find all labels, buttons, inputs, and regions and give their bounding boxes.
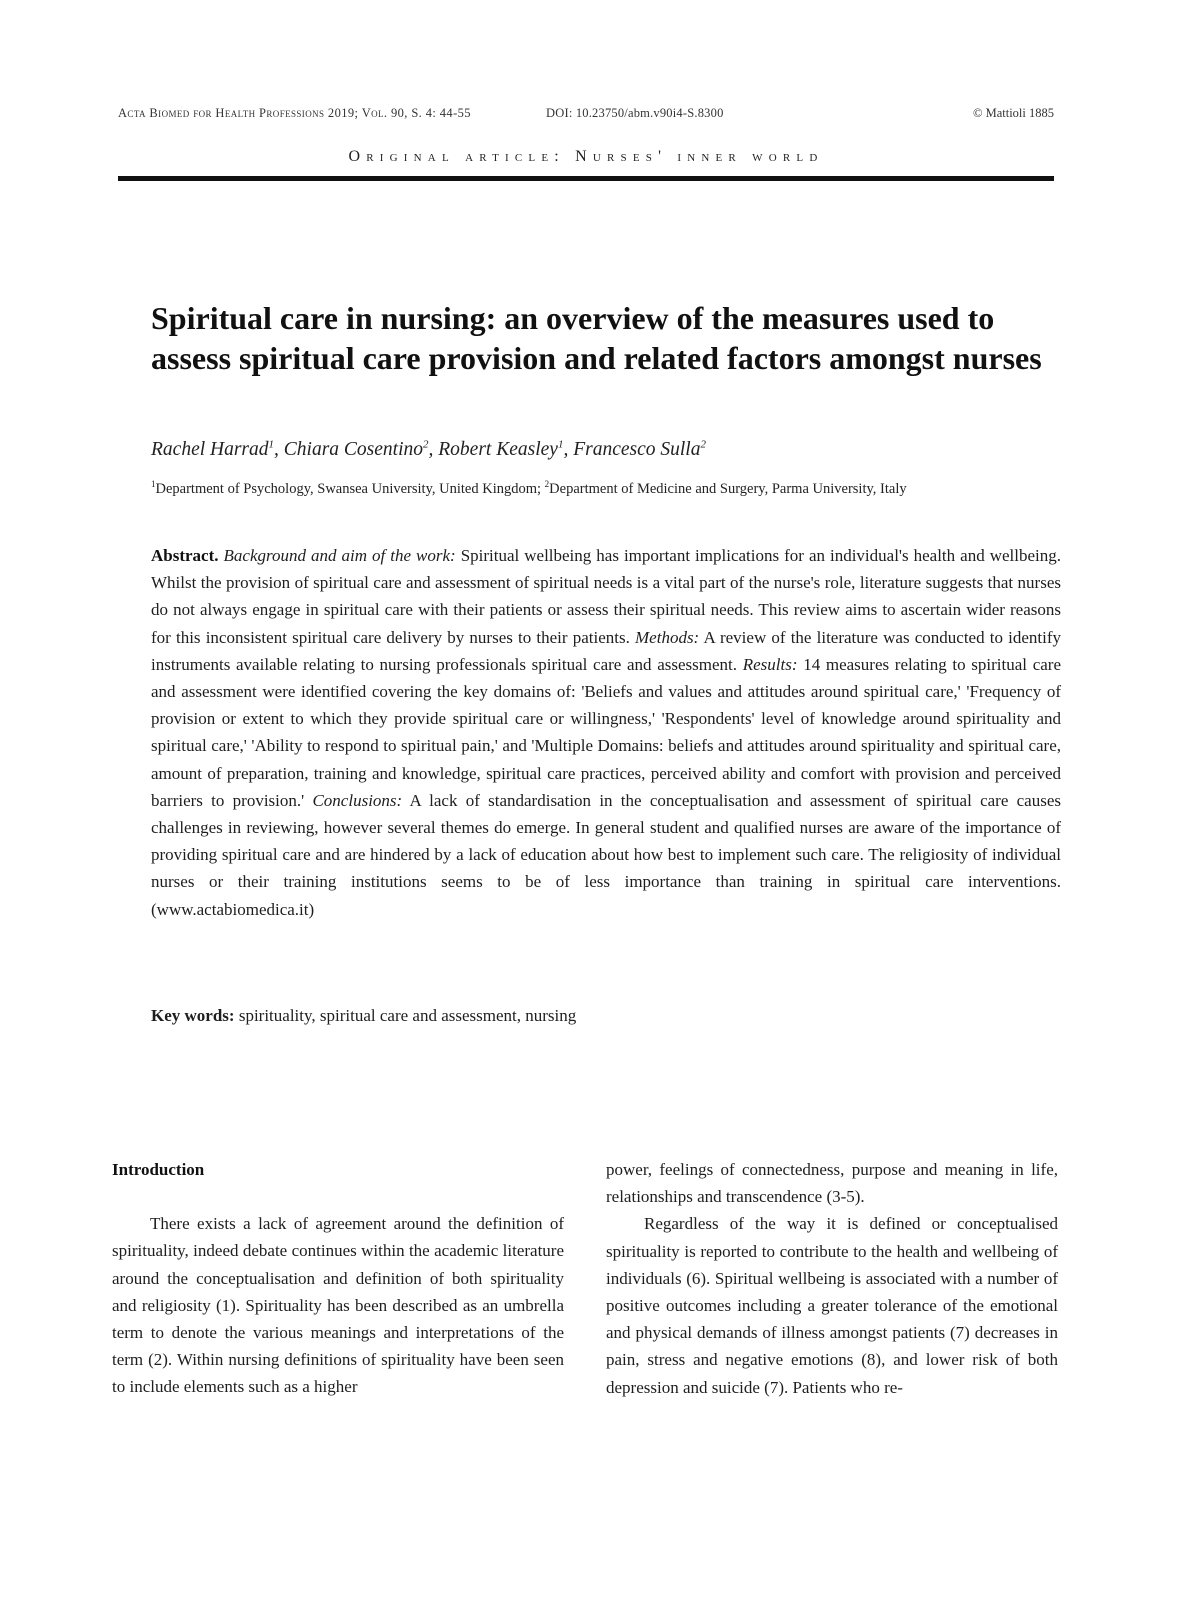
abstract-label: Abstract.	[151, 546, 219, 565]
keywords-text: spirituality, spiritual care and assessment, nursing	[238, 1006, 577, 1025]
running-header	[118, 102, 1054, 126]
author-name: Chiara Cosentino	[283, 438, 424, 460]
body-column-left	[112, 1156, 564, 1401]
publisher-copyright: © Mattioli 1885	[972, 106, 1054, 120]
introduction-heading: Introduction	[112, 1160, 205, 1179]
affiliation-number: 1	[151, 479, 156, 489]
author: Robert Keasley$^1$,	[438, 438, 574, 460]
author-name: Rachel Harrad	[151, 438, 269, 460]
background-label: Background and aim of the work:	[223, 546, 456, 565]
abstract-background: Spiritual wellbeing has important implications for an individual's health and wellbeing. Whilst the provision of spiritual care and assessment of spiritual needs is a vital part of the nurse's role, literature suggests that nurses do not always engage in spiritual care with their patients or assess their spiritual needs. This review aims to ascertain wider reasons for this inconsistent spiritual care delivery by nurses to their patients.	[151, 546, 1061, 647]
methods-label: Methods:	[635, 627, 700, 647]
body-paragraph: power, feelings of connectedness, purpose and meaning in life, relationships and transcendence (3-5).	[606, 1160, 1058, 1207]
body-paragraph: Regardless of the way it is defined or conceptualised spirituality is reported to contribute to the health and wellbeing of individuals (6). Spiritual wellbeing is associated with a number of positive outcomes including a greater tolerance of the emotional and physical demands of illness amongst patients (7) decreases in pain, stress and negative emotions (8), and lower risk of both depression and suicide (7). Patients who re-	[606, 1214, 1058, 1397]
conclusions-label: Conclusions:	[312, 790, 403, 810]
author-name: Robert Keasley	[438, 438, 558, 460]
author-affiliation-marker: 1	[268, 438, 275, 450]
body-paragraph: There exists a lack of agreement around the definition of spirituality, indeed debate continues within the academic literature around the conceptualisation and definition of both spirituality and religiosity (1). Spirituality has been described as an umbrella term to denote the various meanings and interpretations of the term (2). Within nursing definitions of spirituality have been seen to include elements such as a higher	[112, 1214, 564, 1397]
author-affiliation-marker: 2	[423, 438, 429, 450]
author: Chiara Cosentino$^2$,	[283, 438, 439, 460]
author	[573, 439, 706, 460]
author-list	[151, 438, 1051, 461]
author-name: Francesco Sulla	[573, 438, 701, 460]
keywords-label: Key words:	[151, 1006, 235, 1025]
doi[interactable]: DOI: 10.23750/abm.v90i4-S.8300	[546, 106, 724, 120]
author: Rachel Harrad$^1$,	[151, 438, 284, 460]
section-banner: Original article: Nurses' inner world	[348, 148, 824, 165]
affiliation-number: 2	[544, 479, 550, 489]
abstract-methods: A review of the literature was conducted to identify instruments available relating to nursing professionals spiritual care and assessment.	[151, 627, 1062, 674]
keywords	[151, 1002, 1061, 1029]
abstract-conclusions: A lack of standardisation in the conceptualisation and assessment of spiritual care causes challenges in reviewing, however several themes do emerge. In general student and qualified nurses are aware of the importance of providing spiritual care and are hindered by a lack of education about how best to implement such care. The religiosity of individual nurses or their training institutions seems to be of less importance than training in spiritual care interventions. (www.actabiomedica.it)	[151, 790, 1061, 919]
abstract	[151, 542, 1061, 923]
body-column-right	[606, 1156, 1058, 1401]
affiliations	[151, 472, 1061, 501]
author-affiliation-marker: 2	[700, 438, 706, 450]
journal-citation: Acta Biomed for Health Professions 2019; Vol. 90, S. 4: 44-55	[118, 106, 471, 120]
abstract-results: 14 measures relating to spiritual care and assessment were identified covering the key domains of: 'Beliefs and values and attitudes around spiritual care,' 'Frequency of provision or extent to which they provide spiritual care or willingness,' 'Respondents' level of knowledge around spirituality and spiritual care,' 'Ability to respond to spiritual pain,' and 'Multiple Domains: beliefs and attitudes around spirituality and spiritual care, amount of preparation, training and knowledge, spiritual care practices, perceived ability and comfort with provision and perceived barriers to provision.'	[151, 654, 1062, 810]
article-title: Spiritual care in nursing: an overview of the measures used to assess spiritual care provision and related factors amongst nurses	[151, 300, 1042, 376]
results-label: Results:	[742, 654, 798, 674]
author-affiliation-marker: 1	[557, 438, 564, 450]
header-rule	[118, 176, 1054, 181]
affiliation-text: Department of Medicine and Surgery, Parma University, Italy	[549, 480, 907, 497]
affiliation-text: Department of Psychology, Swansea University, United Kingdom;	[155, 480, 545, 497]
